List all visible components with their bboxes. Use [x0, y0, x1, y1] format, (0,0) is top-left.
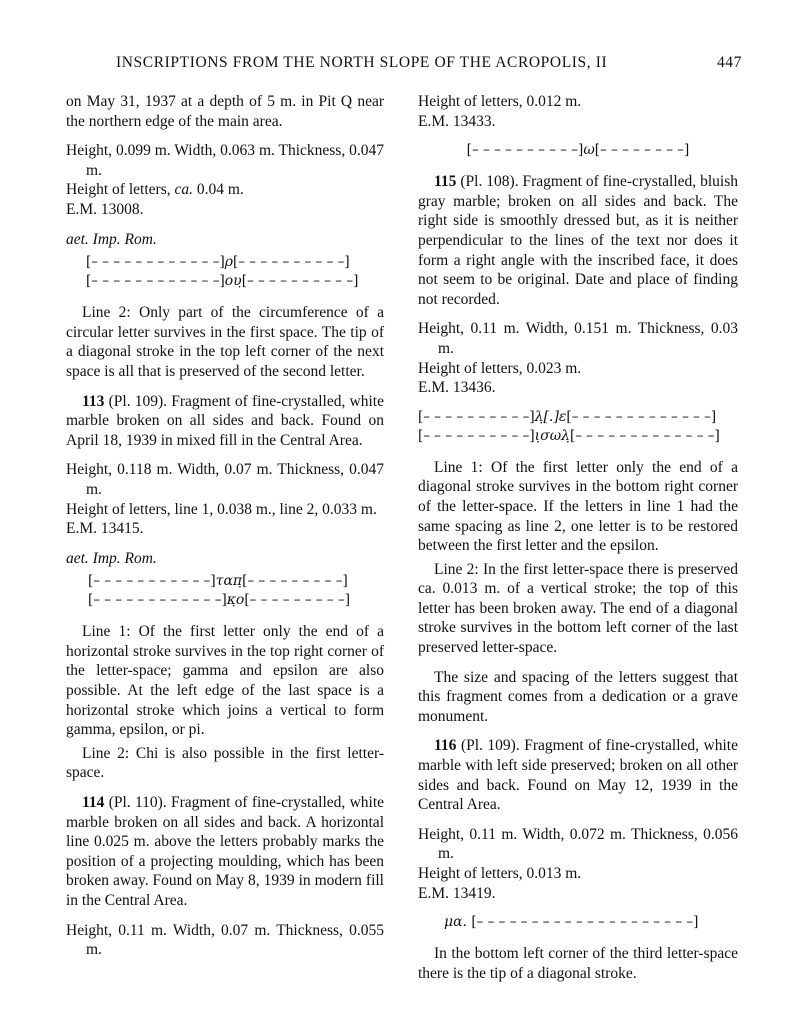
museum-number: E.M. 13436. [418, 379, 496, 397]
measurements-113 [66, 460, 384, 538]
commentary-115-summary: The size and spacing of the letters suggest that this fragment comes from a dedication or a grave monument. [418, 668, 738, 725]
commentary-116: In the bottom left corner of the third letter-space there is the tip of a diagonal stroke. [418, 945, 738, 982]
museum-number: E.M. 13008. [66, 200, 144, 218]
commentary-113-line1: Line 1: Of the first letter only the end of a horizontal stroke survives in the top right corner of the letter-space; gamma and epsilon are also possible. At the left edge of the last space is a horizontal stroke which joins a vertical to form gamma, epsilon, or pi. [66, 623, 384, 739]
dimensions: Height, 0.118 m. Width, 0.07 m. Thickness, 0.047 m. [66, 461, 384, 498]
museum-number: E.M. 13433. [418, 112, 496, 130]
epigraphic-text-115 [418, 408, 738, 446]
epi-line-1: μα. [– – – – – – – – – – – – – – – – – – – –] [444, 914, 699, 931]
museum-number: E.M. 13419. [418, 884, 496, 902]
epigraphic-text-113 [66, 572, 384, 610]
measurements-114-cont [418, 92, 738, 131]
running-title: INSCRIPTIONS FROM THE NORTH SLOPE OF THE ACROPOLIS, II [116, 54, 608, 71]
dimensions: Height, 0.099 m. Width, 0.063 m. Thickness, 0.047 m. [66, 142, 384, 179]
epi-line-2: [– – – – – – – – – –]ι̣σωλ̣[– – – – – – – – – – – – –] [418, 427, 720, 444]
commentary-115-line1: Line 1: Of the first letter only the end of a diagonal stroke survives in the bottom right corner of the letter-space. If the letters in line 1 had the same spacing as line 2, one letter is to be restored between the first letter and the epsilon. [418, 458, 738, 555]
epi-line-1: [– – – – – – – – – – –]ταπ̣[– – – – – – – – –] [88, 573, 348, 590]
museum-number: E.M. 13415. [66, 520, 144, 538]
entry-114: 114 (Pl. 110). Fragment of fine-crystalled, white marble broken on all sides and back. A horizontal line 0.025 m. above the letters probably marks the position of a projecting moulding, which has been broken away. Found on May 8, 1939 in modern fill in the Central Area. [66, 794, 384, 909]
dimensions: Height, 0.11 m. Width, 0.07 m. Thickness, 0.055 m. [66, 921, 384, 959]
intro-paragraph: on May 31, 1937 at a depth of 5 m. in Pit Q near the northern edge of the main area. [66, 93, 384, 130]
commentary-115-line2: Line 2: In the first letter-space there is preserved ca. 0.013 m. of a vertical stroke; the top of this letter has been broken away. The end of a diagonal stroke survives in the bottom left corner of the last preserved letter-space. [418, 560, 738, 657]
letter-height: Height of letters, ca. 0.04 m. [66, 181, 244, 199]
commentary-113-line2: Line 2: Chi is also possible in the first letter-space. [66, 744, 384, 782]
measurements-116 [418, 825, 738, 903]
epi-line-2: [– – – – – – – – – – – –]ου̣[– – – – – – – – – –] [86, 273, 359, 290]
entry-115: 115 (Pl. 108). Fragment of fine-crystalled, bluish gray marble; broken on all sides and back. The right side is smoothly dressed but, as it is neither perpendicular to the lines of the text nor does it form a right angle with the inscribed face, it does not seem to be original. Date and place of finding not recorded. [418, 173, 738, 308]
measurements-112 [66, 141, 384, 219]
letter-height: Height of letters, 0.013 m. [418, 865, 582, 882]
left-column [66, 92, 384, 970]
entry-113: 113 (Pl. 109). Fragment of fine-crystalled, white marble broken on all sides and back. Found on April 18, 1939 in mixed fill in the Central Area. [66, 392, 384, 449]
page-number: 447 [716, 54, 742, 71]
letter-height: Height of letters, 0.023 m. [418, 359, 582, 377]
epi-line-1: [– – – – – – – – – –]ω[– – – – – – – –] [466, 142, 690, 159]
epigraphic-text-114 [418, 141, 738, 160]
dimensions: Height, 0.11 m. Width, 0.151 m. Thickness, 0.03 m. [418, 320, 738, 357]
commentary-112: Line 2: Only part of the circumference of a circular letter survives in the first space. The tip of a diagonal stroke in the top left corner of the next space is all that is preserved of the second letter. [66, 304, 384, 380]
epi-line-1: [– – – – – – – – – –]λ̣[.]ε[– – – – – – – – – – – – –] [418, 408, 717, 425]
epigraphic-text-116 [418, 913, 738, 932]
epi-line-2: [– – – – – – – – – – – –]κ̣ο[– – – – – – – – –] [88, 592, 350, 609]
entry-116: 116 (Pl. 109). Fragment of fine-crystalled, white marble with left side preserved; broken on all other sides and back. Found on May 12, 1939 in the Central Area. [418, 737, 738, 814]
letter-height: Height of letters, 0.012 m. [418, 93, 582, 110]
date-label: aet. Imp. Rom. [66, 230, 157, 248]
epigraphic-text-112 [66, 253, 384, 291]
letter-height: Height of letters, line 1, 0.038 m., line 2, 0.033 m. [66, 500, 377, 518]
measurements-114 [66, 921, 384, 960]
dimensions: Height, 0.11 m. Width, 0.072 m. Thickness, 0.056 m. [418, 825, 738, 863]
right-column [418, 92, 738, 993]
measurements-115 [418, 319, 738, 397]
date-label: aet. Imp. Rom. [66, 549, 157, 567]
running-header [116, 54, 742, 78]
epi-line-1: [– – – – – – – – – – – –]ρ[– – – – – – – – – –] [86, 254, 350, 271]
